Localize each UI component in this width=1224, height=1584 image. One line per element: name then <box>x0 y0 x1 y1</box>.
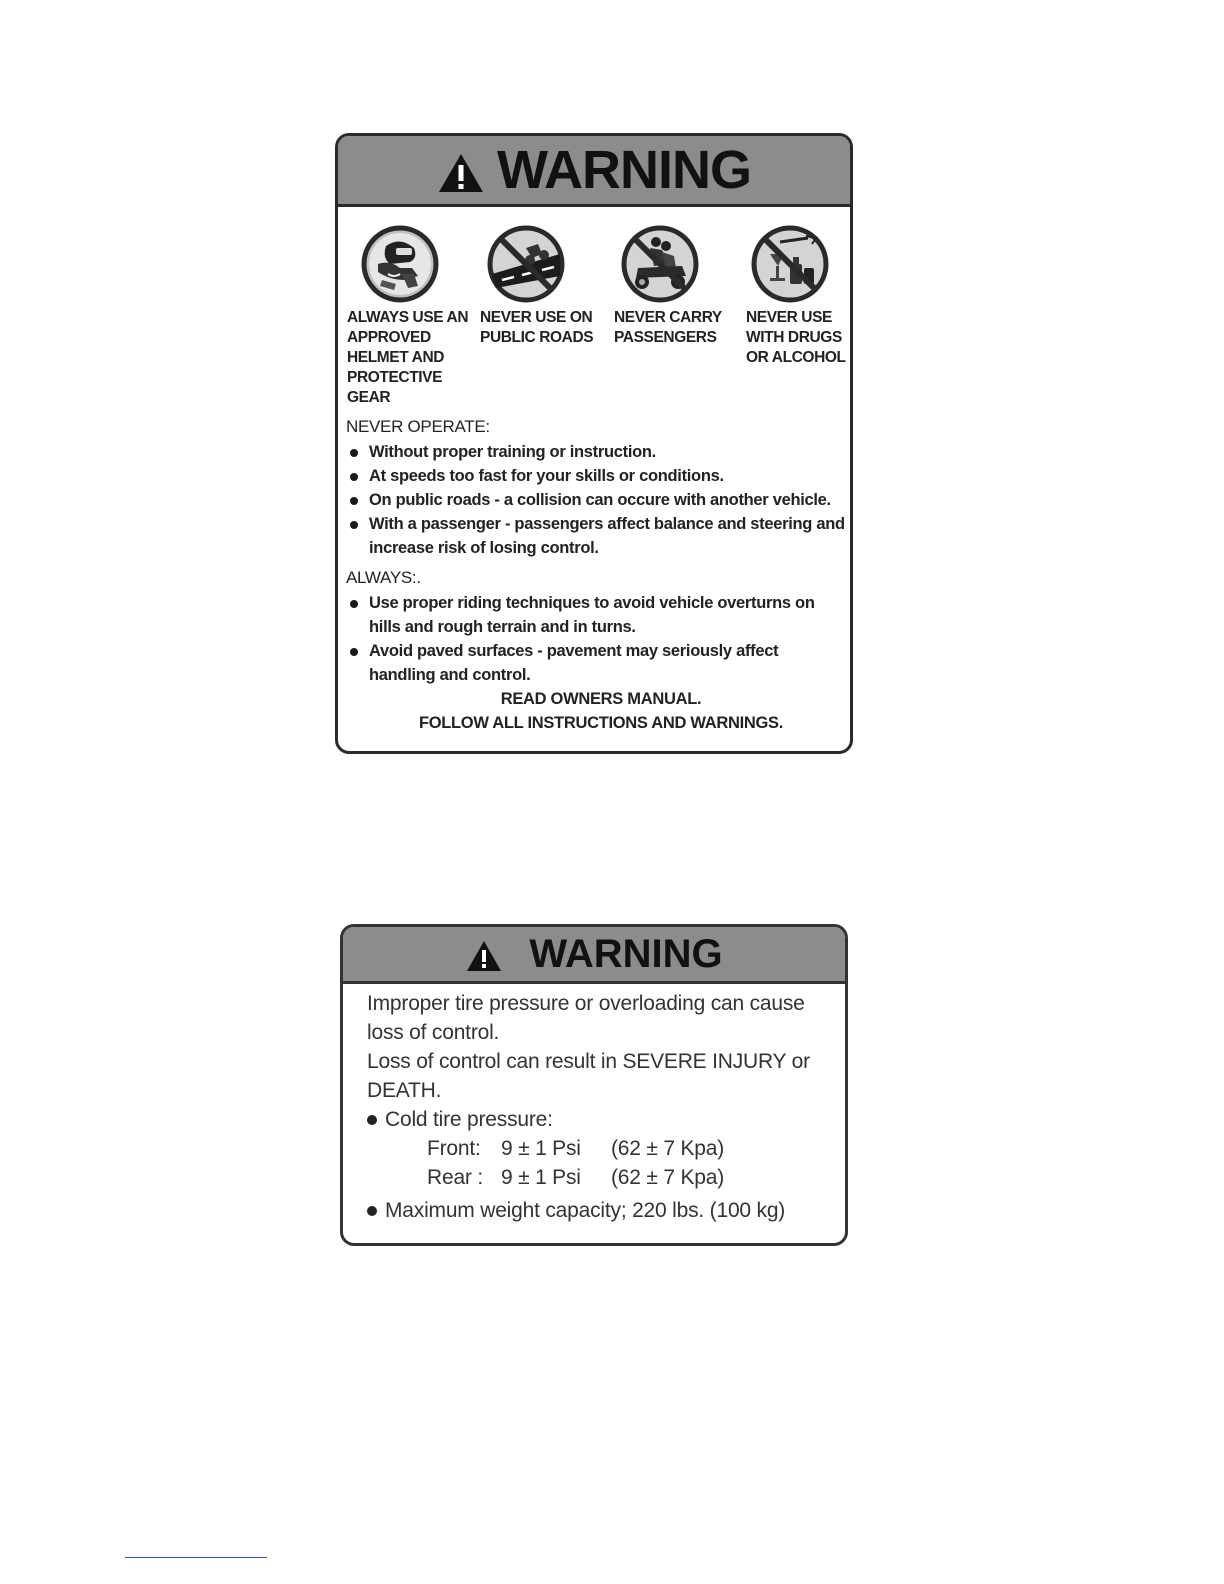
front-psi: 9 ± 1 Psi <box>501 1137 581 1160</box>
never-operate-list <box>346 440 846 560</box>
helmet-gear-icon <box>360 224 440 304</box>
max-weight-text: Maximum weight capacity; 220 lbs. (100 kg) <box>367 1196 837 1225</box>
warning-triangle-icon <box>465 939 503 973</box>
list-item: Use proper riding techniques to avoid vehicle overturns on hills and rough terrain and in turns. <box>346 591 846 639</box>
front-pressure-row <box>367 1134 837 1163</box>
front-kpa: (62 ± 7 Kpa) <box>611 1137 725 1160</box>
rear-kpa: (62 ± 7 Kpa) <box>611 1166 725 1189</box>
warning-triangle-icon <box>437 152 485 194</box>
pictogram-row <box>338 224 850 304</box>
cold-tire-heading: Cold tire pressure: <box>367 1105 837 1134</box>
warning-title: WARNING <box>497 140 751 200</box>
always-list <box>346 591 846 687</box>
list-item: At speeds too fast for your skills or conditions. <box>346 464 846 488</box>
rear-label: Rear : <box>427 1166 483 1189</box>
rear-pressure-row <box>367 1163 837 1192</box>
footnote-divider <box>125 1557 267 1558</box>
injury-warning-line: Loss of control can result in SEVERE INJURY or DEATH. <box>367 1050 810 1102</box>
list-item: Avoid paved surfaces - pavement may seriously affect handling and control. <box>346 639 846 687</box>
read-manual-text: READ OWNERS MANUAL. <box>500 690 702 708</box>
warning-title: WARNING <box>529 931 723 976</box>
front-label: Front: <box>427 1137 481 1160</box>
warning-label-tire-pressure <box>340 924 848 1246</box>
no-public-roads-icon <box>486 224 566 304</box>
no-passengers-icon <box>620 224 700 304</box>
warning-header <box>338 136 850 207</box>
follow-instructions-text: FOLLOW ALL INSTRUCTIONS AND WARNINGS. <box>418 714 784 732</box>
tire-warning-body <box>367 989 837 1225</box>
list-item: On public roads - a collision can occure with another vehicle. <box>346 488 846 512</box>
no-drugs-alcohol-icon <box>750 224 830 304</box>
never-operate-heading: NEVER OPERATE: <box>346 417 490 436</box>
tire-warning-line: Improper tire pressure or overloading can cause loss of control. <box>367 992 805 1044</box>
pictogram-caption-drugs: NEVER USE WITH DRUGS OR ALCOHOL <box>746 309 846 366</box>
pictogram-caption-roads: NEVER USE ON PUBLIC ROADS <box>480 309 594 346</box>
rear-psi: 9 ± 1 Psi <box>501 1166 581 1189</box>
warning-label-riding <box>335 133 853 754</box>
list-item: With a passenger - passengers affect balance and steering and increase risk of losing control. <box>346 512 846 560</box>
list-item: Without proper training or instruction. <box>346 440 846 464</box>
warning-rules <box>346 414 846 735</box>
always-heading: ALWAYS:. <box>346 568 421 587</box>
pictogram-caption-helmet: ALWAYS USE AN APPROVED HELMET AND PROTECTIVE GEAR <box>347 309 469 406</box>
warning-header <box>343 927 845 984</box>
pictogram-caption-passengers: NEVER CARRY PASSENGERS <box>614 309 722 346</box>
